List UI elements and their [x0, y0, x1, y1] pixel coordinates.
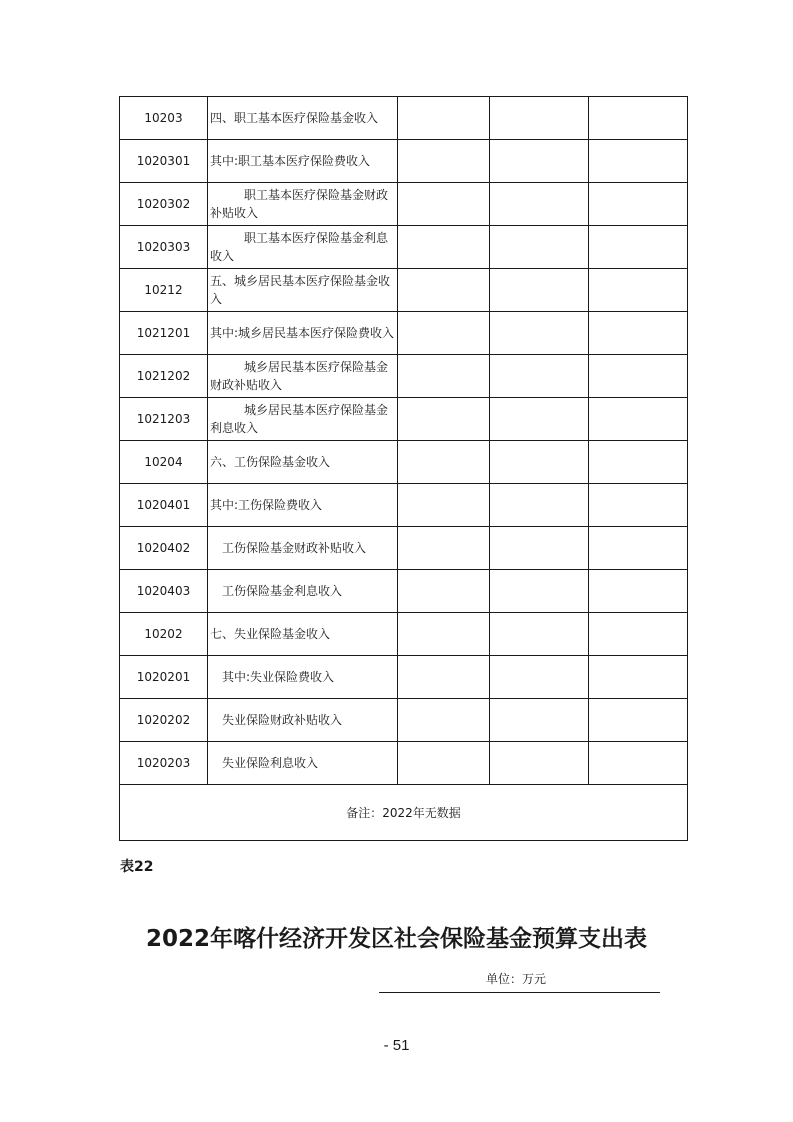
- table-row: [120, 527, 688, 570]
- row-code: 1021201: [120, 312, 208, 355]
- unit-label: 单位：万元: [486, 972, 547, 986]
- row-name: 七、失业保险基金收入: [208, 613, 398, 656]
- value-cell: [589, 226, 688, 269]
- value-cell: [589, 398, 688, 441]
- value-cell: [589, 312, 688, 355]
- table-row: [120, 441, 688, 484]
- value-cell: [490, 140, 589, 183]
- value-cell: [490, 398, 589, 441]
- value-cell: [398, 398, 490, 441]
- value-cell: [589, 97, 688, 140]
- table-row: [120, 140, 688, 183]
- row-name: 城乡居民基本医疗保险基金利息收入: [208, 398, 398, 441]
- row-code: 1021202: [120, 355, 208, 398]
- value-cell: [398, 97, 490, 140]
- value-cell: [398, 484, 490, 527]
- table-note: 备注：2022年无数据: [120, 785, 688, 841]
- row-code: 1020202: [120, 699, 208, 742]
- row-code: 1021203: [120, 398, 208, 441]
- table-row: [120, 398, 688, 441]
- table-row: [120, 226, 688, 269]
- value-cell: [398, 613, 490, 656]
- value-cell: [398, 742, 490, 785]
- value-cell: [398, 699, 490, 742]
- table-row: [120, 570, 688, 613]
- value-cell: [490, 527, 589, 570]
- value-cell: [490, 699, 589, 742]
- value-cell: [490, 484, 589, 527]
- value-cell: [589, 484, 688, 527]
- value-cell: [589, 183, 688, 226]
- unit-divider: [379, 992, 660, 993]
- row-code: 1020301: [120, 140, 208, 183]
- row-code: 10203: [120, 97, 208, 140]
- row-code: 1020402: [120, 527, 208, 570]
- row-name: 五、城乡居民基本医疗保险基金收入: [208, 269, 398, 312]
- row-name: 失业保险利息收入: [208, 742, 398, 785]
- value-cell: [398, 570, 490, 613]
- table-row: [120, 183, 688, 226]
- value-cell: [398, 140, 490, 183]
- value-cell: [589, 613, 688, 656]
- value-cell: [398, 355, 490, 398]
- value-cell: [589, 742, 688, 785]
- row-name: 职工基本医疗保险基金财政补贴收入: [208, 183, 398, 226]
- value-cell: [589, 355, 688, 398]
- value-cell: [589, 570, 688, 613]
- row-name: 其中:工伤保险费收入: [208, 484, 398, 527]
- value-cell: [398, 441, 490, 484]
- table-row: [120, 312, 688, 355]
- value-cell: [398, 312, 490, 355]
- row-name: 失业保险财政补贴收入: [208, 699, 398, 742]
- row-code: 1020401: [120, 484, 208, 527]
- table-row: [120, 97, 688, 140]
- value-cell: [589, 656, 688, 699]
- table-row: [120, 613, 688, 656]
- row-name: 其中:城乡居民基本医疗保险费收入: [208, 312, 398, 355]
- budget-table: [119, 96, 688, 841]
- value-cell: [398, 656, 490, 699]
- row-code: 10204: [120, 441, 208, 484]
- row-name: 职工基本医疗保险基金利息收入: [208, 226, 398, 269]
- value-cell: [398, 269, 490, 312]
- value-cell: [490, 312, 589, 355]
- row-name: 工伤保险基金财政补贴收入: [208, 527, 398, 570]
- value-cell: [589, 699, 688, 742]
- row-code: 1020201: [120, 656, 208, 699]
- value-cell: [490, 355, 589, 398]
- table-row: [120, 355, 688, 398]
- value-cell: [490, 269, 589, 312]
- value-cell: [398, 183, 490, 226]
- row-code: 10212: [120, 269, 208, 312]
- note-row: [120, 785, 688, 841]
- row-code: 1020403: [120, 570, 208, 613]
- table-row: [120, 656, 688, 699]
- row-code: 10202: [120, 613, 208, 656]
- row-name: 其中:职工基本医疗保险费收入: [208, 140, 398, 183]
- value-cell: [490, 97, 589, 140]
- row-code: 1020203: [120, 742, 208, 785]
- table-label: 表22: [120, 859, 154, 875]
- value-cell: [490, 441, 589, 484]
- value-cell: [589, 527, 688, 570]
- row-code: 1020302: [120, 183, 208, 226]
- row-code: 1020303: [120, 226, 208, 269]
- value-cell: [589, 269, 688, 312]
- table-row: [120, 269, 688, 312]
- row-name: 工伤保险基金利息收入: [208, 570, 398, 613]
- value-cell: [589, 140, 688, 183]
- page-title: 2022年喀什经济开发区社会保险基金预算支出表: [145, 926, 647, 952]
- value-cell: [490, 570, 589, 613]
- table-row: [120, 742, 688, 785]
- value-cell: [490, 742, 589, 785]
- table-row: [120, 484, 688, 527]
- row-name: 其中:失业保险费收入: [208, 656, 398, 699]
- table-row: [120, 699, 688, 742]
- value-cell: [490, 613, 589, 656]
- value-cell: [490, 226, 589, 269]
- page-number: - 51: [383, 1037, 410, 1054]
- row-name: 四、职工基本医疗保险基金收入: [208, 97, 398, 140]
- value-cell: [490, 656, 589, 699]
- row-name: 城乡居民基本医疗保险基金财政补贴收入: [208, 355, 398, 398]
- row-name: 六、工伤保险基金收入: [208, 441, 398, 484]
- value-cell: [490, 183, 589, 226]
- value-cell: [398, 527, 490, 570]
- value-cell: [398, 226, 490, 269]
- value-cell: [589, 441, 688, 484]
